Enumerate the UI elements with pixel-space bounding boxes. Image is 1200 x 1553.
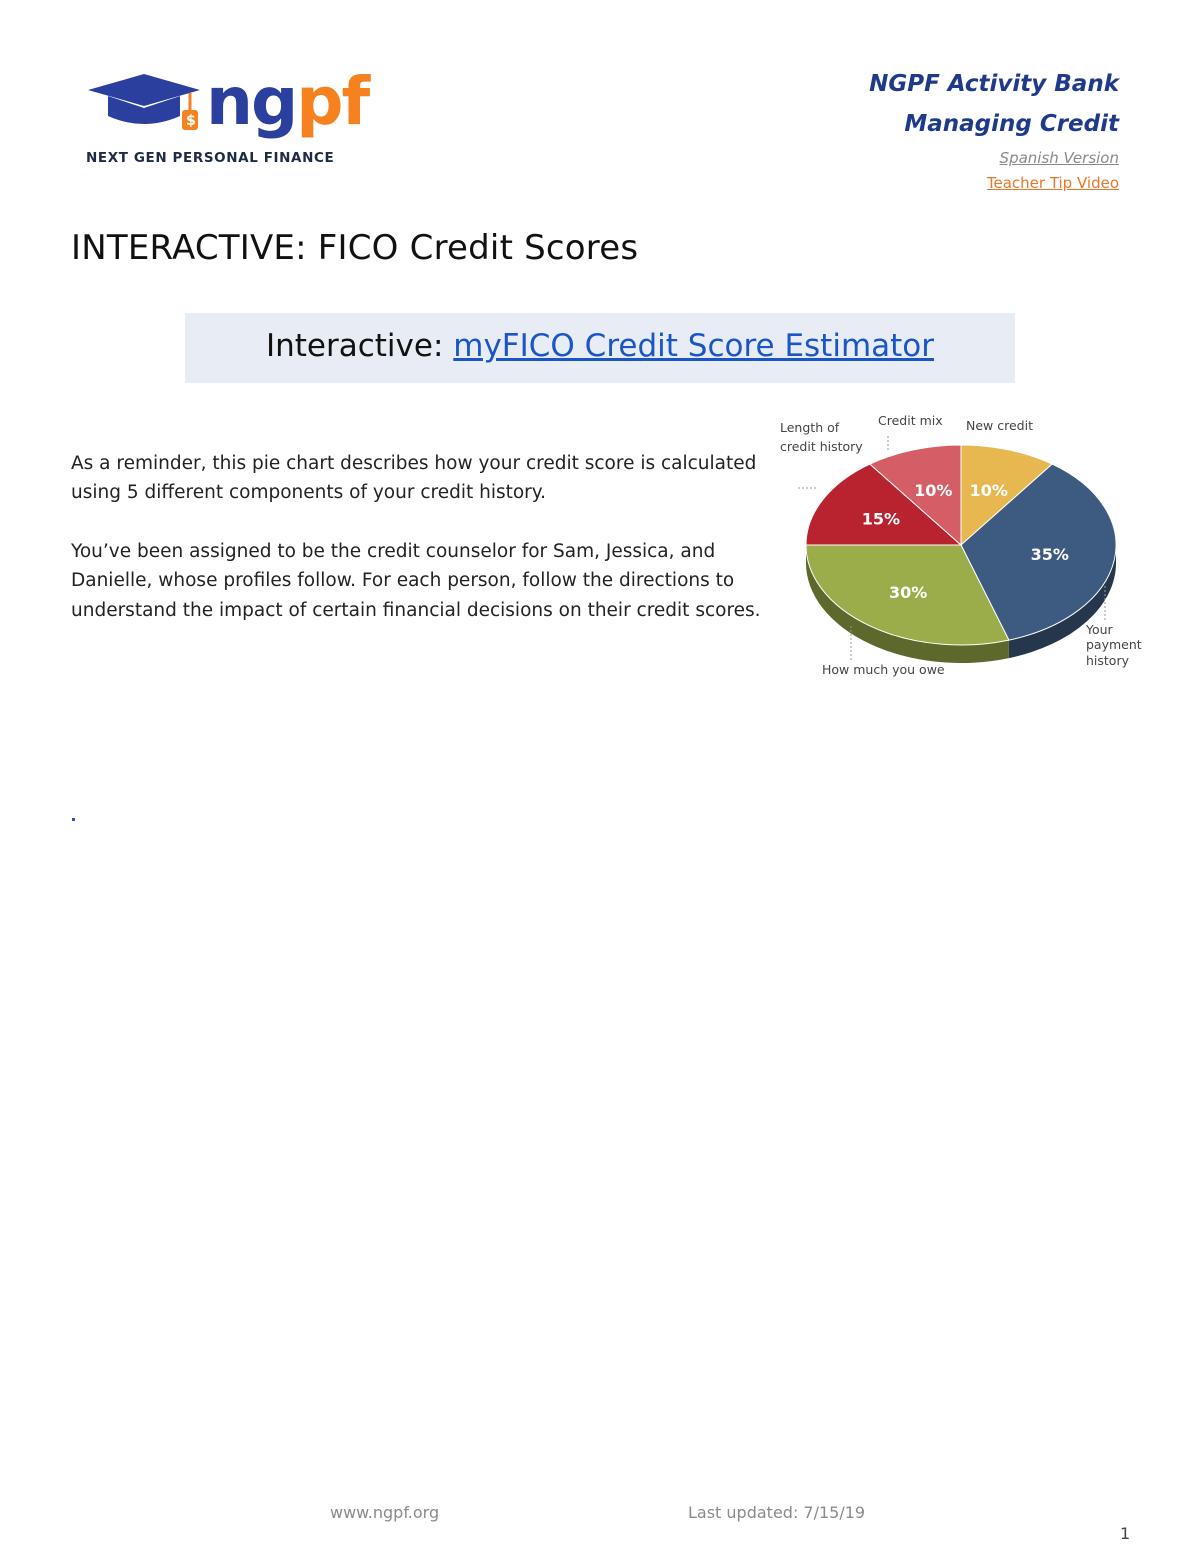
pie-data-label-0: 35%	[1030, 545, 1069, 565]
annotation-length-2: credit history	[780, 439, 863, 454]
activity-bank-title: NGPF Activity Bank	[869, 71, 1119, 97]
page-number: 1	[1120, 1524, 1131, 1543]
instructions	[71, 449, 771, 654]
banner-prefix: Interactive:	[265, 328, 454, 364]
stray-dot	[72, 818, 75, 821]
paragraph-reminder: As a reminder, this pie chart describes how your credit score is calculated using 5 different components of your credit history.	[71, 453, 757, 504]
spanish-version-link[interactable]: Spanish Version	[999, 149, 1119, 167]
teacher-tip-video-link[interactable]: Teacher Tip Video	[986, 174, 1119, 192]
myfico-estimator-link[interactable]: myFICO Credit Score Estimator	[453, 328, 935, 364]
footer-last-updated: Last updated: 7/15/19	[688, 1503, 866, 1522]
pie-data-label-2: 15%	[861, 509, 901, 529]
credit-score-pie-chart	[778, 410, 1148, 680]
pie-data-label-1: 30%	[889, 582, 928, 602]
header-block	[869, 64, 1119, 196]
svg-text:$: $	[186, 113, 196, 129]
graduation-cap-dollar-icon	[88, 74, 200, 130]
unit-subtitle: Managing Credit	[904, 111, 1119, 137]
interactive-banner	[185, 313, 1015, 383]
annotation-payment-3: history	[1086, 653, 1129, 668]
page-title: INTERACTIVE: FICO Credit Scores	[71, 228, 639, 268]
annotation-payment-1: Your	[1086, 622, 1113, 637]
pie-data-label-4: 10%	[969, 480, 1008, 500]
annotation-payment-2: payment	[1086, 637, 1142, 652]
footer-website[interactable]: www.ngpf.org	[330, 1503, 440, 1522]
annotation-length-1: Length of	[780, 420, 840, 435]
pie-data-label-3: 10%	[914, 480, 953, 500]
logo-tagline: NEXT GEN PERSONAL FINANCE	[86, 150, 335, 166]
annotation-new-credit: New credit	[966, 418, 1033, 433]
annotation-how-much-owe: How much you owe	[822, 662, 945, 677]
logo-wordmark: ngpf	[206, 66, 369, 140]
paragraph-assignment: You’ve been assigned to be the credit counselor for Sam, Jessica, and Danielle, whose profiles follow. For each person, follow the directions to understand the impact of certain financial decisions on their credit scores.	[71, 540, 761, 621]
annotation-credit-mix: Credit mix	[878, 413, 943, 428]
